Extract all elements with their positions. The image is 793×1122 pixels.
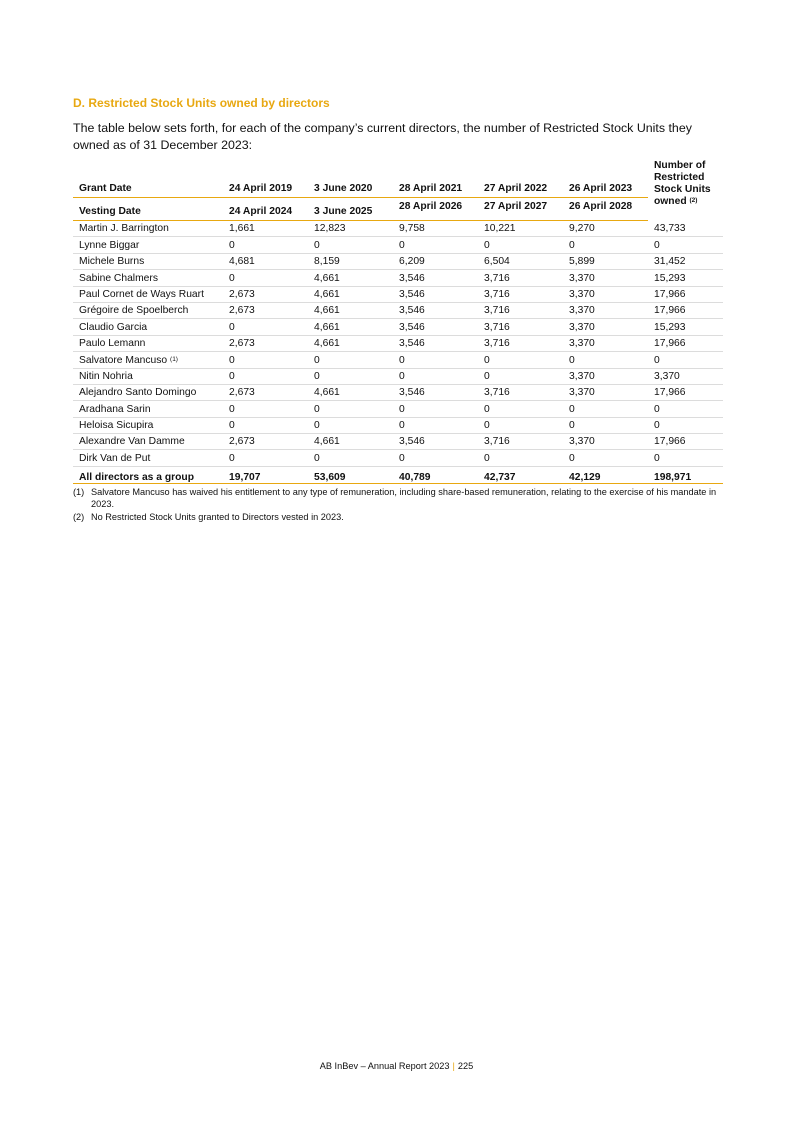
rsu-value-cell: 0: [478, 352, 563, 368]
vesting-date-row: [73, 198, 723, 221]
rsu-value-cell: 0: [308, 401, 393, 417]
rsu-value-cell: 4,661: [308, 335, 393, 351]
rsu-value-cell: 17,966: [648, 434, 723, 450]
grant-date-row: [73, 160, 723, 198]
director-row: [73, 368, 723, 384]
rsu-value-cell: 4,661: [308, 286, 393, 302]
rsu-value-cell: 17,966: [648, 384, 723, 400]
rsu-value-cell: 0: [393, 237, 478, 253]
rsu-value-cell: 3,716: [478, 384, 563, 400]
rsu-value-cell: 3,546: [393, 286, 478, 302]
rsu-value-cell: 12,823: [308, 221, 393, 237]
rsu-value-cell: 0: [478, 368, 563, 384]
page-number: 225: [457, 1061, 474, 1071]
rsu-value-cell: 0: [648, 450, 723, 466]
rsu-value-cell: 17,966: [648, 286, 723, 302]
rsu-value-cell: 0: [393, 417, 478, 433]
total-cell: 53,609: [308, 466, 393, 483]
rsu-value-cell: 3,546: [393, 270, 478, 286]
rsu-value-cell: 0: [223, 401, 308, 417]
rsu-value-cell: 0: [393, 450, 478, 466]
director-name: Nitin Nohria: [79, 370, 133, 382]
rsu-value-cell: 0: [308, 417, 393, 433]
rsu-value-cell: 4,681: [223, 253, 308, 269]
director-name-cell: [73, 384, 223, 400]
director-name-cell: [73, 221, 223, 237]
rsu-value-cell: 15,293: [648, 319, 723, 335]
director-name-cell: [73, 401, 223, 417]
vesting-date-cell: 27 April 2027: [478, 198, 563, 221]
footnotes: [73, 486, 723, 523]
rsu-value-cell: 0: [563, 417, 648, 433]
director-name: Paul Cornet de Ways Ruart: [79, 288, 204, 300]
director-name-cell: [73, 335, 223, 351]
total-label: All directors as a group: [73, 466, 223, 483]
rsu-value-cell: 3,716: [478, 335, 563, 351]
director-row: [73, 401, 723, 417]
rsu-value-cell: 2,673: [223, 286, 308, 302]
footnote-text: No Restricted Stock Units granted to Directors vested in 2023.: [91, 511, 344, 522]
director-row: [73, 335, 723, 351]
footer-separator: |: [452, 1061, 455, 1071]
rsu-value-cell: 17,966: [648, 302, 723, 318]
director-row: [73, 286, 723, 302]
director-name-cell: [73, 417, 223, 433]
total-cell: 42,737: [478, 466, 563, 483]
director-name: Michele Burns: [79, 256, 145, 268]
footnote-ref-1: (1): [170, 355, 178, 363]
rsu-value-cell: 17,966: [648, 335, 723, 351]
rsu-value-cell: 0: [648, 401, 723, 417]
grant-date-cell: 24 April 2019: [223, 160, 308, 198]
rsu-value-cell: 5,899: [563, 253, 648, 269]
director-name: Paulo Lemann: [79, 338, 146, 350]
vesting-date-cell: 3 June 2025: [308, 198, 393, 221]
director-row: [73, 319, 723, 335]
rsu-value-cell: 0: [393, 368, 478, 384]
director-row: [73, 302, 723, 318]
total-cell: 19,707: [223, 466, 308, 483]
director-row: [73, 384, 723, 400]
rsu-value-cell: 3,716: [478, 434, 563, 450]
rsu-value-cell: 0: [223, 450, 308, 466]
rsu-value-cell: 0: [223, 368, 308, 384]
rsu-value-cell: 3,370: [563, 286, 648, 302]
rsu-value-cell: 0: [223, 352, 308, 368]
rsu-value-cell: 0: [478, 401, 563, 417]
rsu-value-cell: 3,716: [478, 286, 563, 302]
director-name: Lynne Biggar: [79, 239, 140, 251]
rsu-value-cell: 0: [478, 237, 563, 253]
rsu-value-cell: 0: [308, 368, 393, 384]
rsu-value-cell: 0: [478, 450, 563, 466]
rsu-value-cell: 0: [563, 237, 648, 253]
grant-date-cell: 27 April 2022: [478, 160, 563, 198]
rsu-value-cell: 4,661: [308, 384, 393, 400]
director-row: [73, 237, 723, 253]
rsu-value-cell: 15,293: [648, 270, 723, 286]
director-row: [73, 352, 723, 368]
total-cell: 40,789: [393, 466, 478, 483]
rsu-value-cell: 3,716: [478, 302, 563, 318]
footnote-number: (2): [73, 511, 85, 522]
rsu-value-cell: 3,716: [478, 319, 563, 335]
director-row: [73, 450, 723, 466]
rsu-value-cell: 0: [223, 237, 308, 253]
director-name: Claudio Garcia: [79, 321, 148, 333]
vesting-date-cell: 28 April 2026: [393, 198, 478, 221]
rsu-value-cell: 3,370: [563, 335, 648, 351]
rsu-value-cell: 3,370: [563, 384, 648, 400]
director-name: Aradhana Sarin: [79, 403, 151, 415]
rsu-table-body: [73, 221, 723, 467]
director-row: [73, 270, 723, 286]
rsu-value-cell: 0: [648, 237, 723, 253]
director-row: [73, 417, 723, 433]
rsu-value-cell: 0: [223, 417, 308, 433]
director-name-cell: [73, 270, 223, 286]
rsu-value-cell: 0: [308, 352, 393, 368]
rsu-value-cell: 2,673: [223, 302, 308, 318]
grant-date-cell: 28 April 2021: [393, 160, 478, 198]
rsu-value-cell: 3,370: [563, 302, 648, 318]
rsu-value-cell: 0: [563, 450, 648, 466]
director-name-cell: [73, 352, 223, 368]
rsu-value-cell: 3,546: [393, 335, 478, 351]
rsu-value-cell: 9,758: [393, 221, 478, 237]
rsu-value-cell: 3,370: [563, 434, 648, 450]
director-name-cell: [73, 237, 223, 253]
total-cell: 198,971: [648, 466, 723, 483]
rsu-value-cell: 3,716: [478, 270, 563, 286]
director-name-cell: [73, 450, 223, 466]
rsu-table: [73, 160, 723, 484]
rsu-value-cell: 3,546: [393, 384, 478, 400]
footnote-number: (1): [73, 487, 85, 497]
director-name-cell: [73, 302, 223, 318]
total-units-label: Number of Restricted Stock Units owned: [654, 160, 711, 207]
rsu-value-cell: 9,270: [563, 221, 648, 237]
director-name: Alejandro Santo Domingo: [79, 387, 197, 399]
director-name: Alexandre Van Damme: [79, 436, 185, 448]
rsu-value-cell: 4,661: [308, 302, 393, 318]
rsu-value-cell: 2,673: [223, 434, 308, 450]
director-name-cell: [73, 434, 223, 450]
director-name-cell: [73, 319, 223, 335]
rsu-value-cell: 3,546: [393, 302, 478, 318]
rsu-value-cell: 3,370: [563, 368, 648, 384]
director-row: [73, 221, 723, 237]
rsu-value-cell: 4,661: [308, 319, 393, 335]
total-row: [73, 466, 723, 483]
vesting-date-cell: 26 April 2028: [563, 198, 648, 221]
rsu-value-cell: 4,661: [308, 270, 393, 286]
rsu-value-cell: 3,370: [563, 319, 648, 335]
director-name: Salvatore Mancuso: [79, 354, 168, 366]
footer-title: AB InBev – Annual Report 2023: [319, 1061, 450, 1071]
footnote-2: [73, 511, 723, 523]
rsu-value-cell: 2,673: [223, 384, 308, 400]
rsu-value-cell: 6,209: [393, 253, 478, 269]
section-heading: D. Restricted Stock Units owned by directors: [73, 96, 330, 110]
rsu-value-cell: 0: [393, 352, 478, 368]
director-row: [73, 253, 723, 269]
total-cell: 42,129: [563, 466, 648, 483]
rsu-value-cell: 0: [223, 319, 308, 335]
director-name: Sabine Chalmers: [79, 272, 158, 284]
director-name: Dirk Van de Put: [79, 452, 151, 464]
rsu-value-cell: 0: [308, 450, 393, 466]
rsu-value-cell: 3,546: [393, 434, 478, 450]
rsu-value-cell: 0: [308, 237, 393, 253]
rsu-value-cell: 1,661: [223, 221, 308, 237]
rsu-value-cell: 6,504: [478, 253, 563, 269]
footnote-ref-2: (2): [689, 197, 698, 204]
director-name-cell: [73, 286, 223, 302]
rsu-value-cell: 4,661: [308, 434, 393, 450]
grant-date-cell: 3 June 2020: [308, 160, 393, 198]
rsu-value-cell: 8,159: [308, 253, 393, 269]
rsu-value-cell: 0: [563, 401, 648, 417]
total-units-header: [648, 160, 723, 221]
rsu-value-cell: 3,370: [563, 270, 648, 286]
rsu-value-cell: 2,673: [223, 335, 308, 351]
footnote-text: Salvatore Mancuso has waived his entitlement to any type of remuneration, including share-based remuneration, relating to the exercise of his mandate in 2023.: [91, 487, 717, 510]
grant-date-label: Grant Date: [73, 160, 223, 198]
page-footer: [0, 1061, 793, 1071]
director-name: Grégoire de Spoelberch: [79, 305, 189, 317]
rsu-value-cell: 0: [648, 417, 723, 433]
rsu-value-cell: 3,546: [393, 319, 478, 335]
director-name-cell: [73, 368, 223, 384]
rsu-value-cell: 0: [563, 352, 648, 368]
rsu-value-cell: 10,221: [478, 221, 563, 237]
rsu-value-cell: 0: [223, 270, 308, 286]
rsu-value-cell: 0: [478, 417, 563, 433]
rsu-value-cell: 3,370: [648, 368, 723, 384]
rsu-value-cell: 43,733: [648, 221, 723, 237]
footnote-1: [73, 486, 723, 511]
rsu-value-cell: 0: [648, 352, 723, 368]
vesting-date-label: Vesting Date: [73, 198, 223, 221]
vesting-date-cell: 24 April 2024: [223, 198, 308, 221]
grant-date-cell: 26 April 2023: [563, 160, 648, 198]
director-name: Martin J. Barrington: [79, 223, 169, 235]
rsu-value-cell: 31,452: [648, 253, 723, 269]
intro-paragraph: The table below sets forth, for each of the company’s current directors, the number of Restricted Stock Units they owned as of 31 December 2023:: [73, 121, 692, 152]
director-row: [73, 434, 723, 450]
rsu-value-cell: 0: [393, 401, 478, 417]
director-name-cell: [73, 253, 223, 269]
director-name: Heloisa Sicupira: [79, 420, 154, 432]
